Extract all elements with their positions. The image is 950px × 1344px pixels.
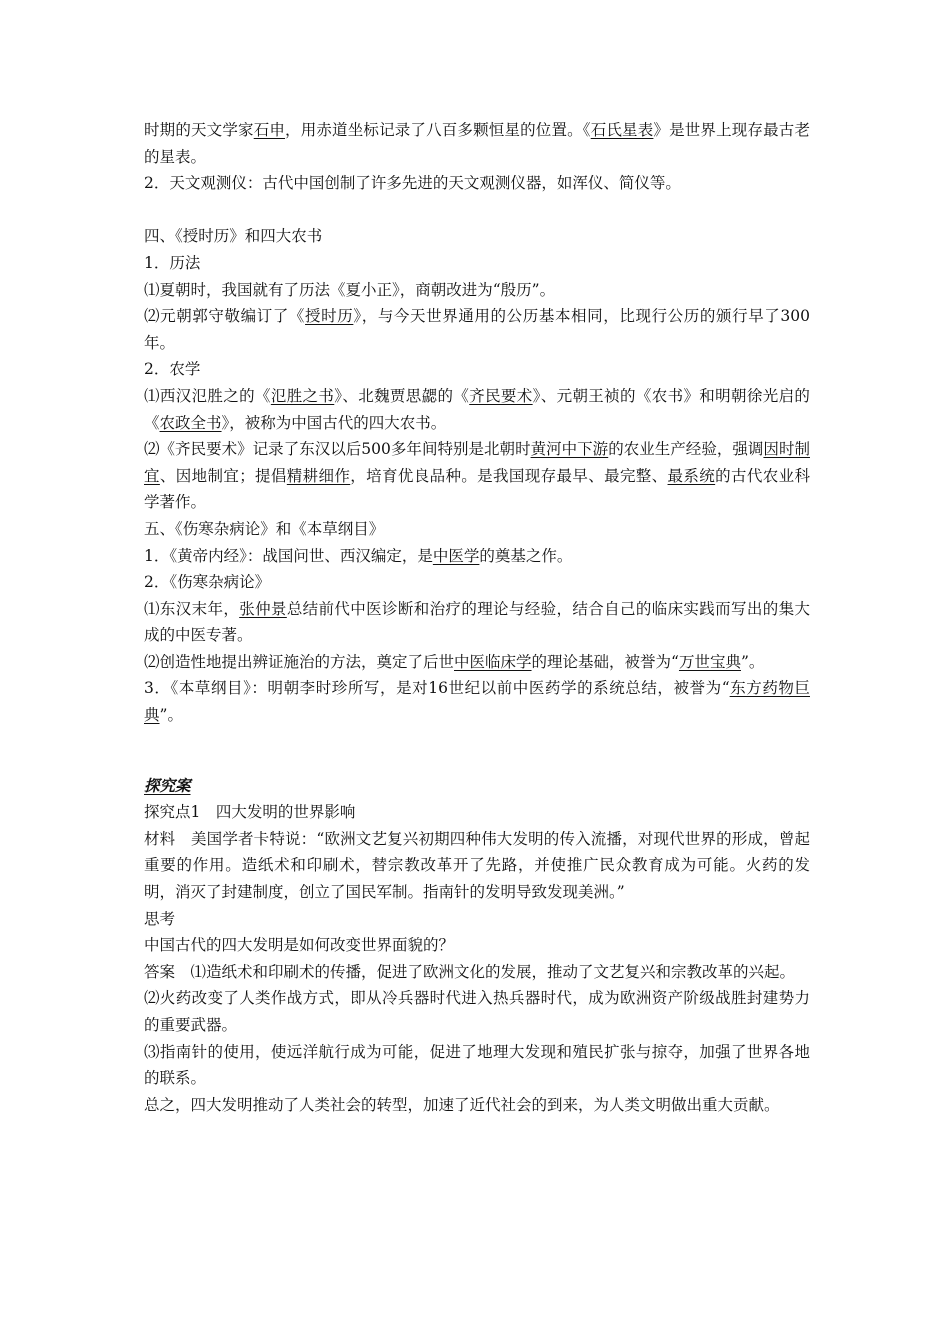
think-label: 思考 <box>144 909 176 928</box>
explore-material: 材料 美国学者卡特说：“欧洲文艺复兴初期四种伟大发明的传入流播，对现代世界的形成，曾起重要的作用。造纸术和印刷术，替宗教改革开了先路，并使推广民众教育成为可能。火药的发明，消灭了封建制度，创立了国民军制。指南针的发明导致发现美洲。” <box>144 829 810 902</box>
underlined-term: 中医临床学 <box>454 652 532 671</box>
section-title-5: 五、《伤寒杂病论》和《本草纲目》 <box>144 519 385 538</box>
paragraph-shoushi-calendar: ⑵元朝郭守敬编订了《授时历》，与今天世界通用的公历基本相同，比现行公历的颁行早了300年。 <box>144 307 810 352</box>
paragraph-instruments: 2．天文观测仪：古代中国创制了许多先进的天文观测仪器，如浑仪、简仪等。 <box>144 174 681 193</box>
section-title-4: 四、《授时历》和四大农书 <box>144 227 323 246</box>
underlined-term: 张仲景 <box>239 599 287 618</box>
underlined-term: 黄河中下游 <box>530 440 609 459</box>
paragraph-four-agri-books: ⑴西汉氾胜之的《氾胜之书》、北魏贾思勰的《齐民要术》、元朝王祯的《农书》和明朝徐光启的《农政全书》，被称为中国古代的四大农书。 <box>144 386 810 432</box>
paragraph-huangdi-neijing: 1．《黄帝内经》：战国问世、西汉编定，是中医学的奠基之作。 <box>144 546 573 565</box>
explore-heading: 探究案 <box>144 775 191 795</box>
underlined-term: 氾胜之书 <box>270 386 335 405</box>
answer-summary: 总之，四大发明推动了人类社会的转型，加速了近代社会的到来，为人类文明做出重大贡献。 <box>144 1095 780 1114</box>
spacer <box>144 197 810 224</box>
paragraph-shi-shen: 时期的天文学家石申，用赤道坐标记录了八百多颗恒星的位置。《石氏星表》是世界上现存最古老的星表。 <box>144 121 810 166</box>
subheading-agriculture: 2．农学 <box>144 360 201 379</box>
explore-point: 探究点1 四大发明的世界影响 <box>144 803 356 822</box>
underlined-term: 石申 <box>253 121 286 139</box>
underlined-term: 因时制宜 <box>144 440 810 485</box>
subheading-calendar: 1．历法 <box>144 253 201 272</box>
underlined-term: 授时历 <box>305 307 354 326</box>
underlined-term: 齐民要术 <box>469 386 533 405</box>
spacer <box>144 751 810 773</box>
paragraph-qimin-yaoshu: ⑵《齐民要术》记录了东汉以后500多年间特别是北朝时黄河中下游的农业生产经验，强调因时制宜、因地制宜；提倡精耕细作，培育优良品种。是我国现存最早、最完整、最系统的古代农业科学著作。 <box>144 440 810 512</box>
paragraph-zhang-zhongjing: ⑴东汉末年，张仲景总结前代中医诊断和治疗的理论与经验，结合自己的临床实践而写出的集大成的中医专著。 <box>144 599 810 645</box>
underlined-term: 中医学 <box>432 546 480 565</box>
underlined-term: 万世宝典 <box>678 652 741 671</box>
underlined-term: 精耕细作 <box>286 466 351 485</box>
underlined-term: 农政全书 <box>159 413 222 432</box>
paragraph-bencao-gangmu: 3．《本草纲目》：明朝李时珍所写，是对16世纪以前中医药学的系统总结，被誉为“东方药物巨典”。 <box>144 679 810 725</box>
spacer <box>144 729 810 751</box>
underlined-term: 最系统 <box>667 466 716 485</box>
underlined-term: 石氏星表 <box>590 121 654 139</box>
paragraph-bianzheng: ⑵创造性地提出辨证施治的方法，奠定了后世中医临床学的理论基础，被誉为“万世宝典”。 <box>144 652 765 671</box>
answer-gunpowder: ⑵火药改变了人类作战方式，即从冷兵器时代进入热兵器时代，成为欧洲资产阶级战胜封建势力的重要武器。 <box>144 989 810 1034</box>
answer-compass: ⑶指南针的使用，使远洋航行成为可能，促进了地理大发现和殖民扩张与掠夺，加强了世界各地的联系。 <box>144 1042 810 1088</box>
paragraph-xia-calendar: ⑴夏朝时，我国就有了历法《夏小正》，商朝改进为“殷历”。 <box>144 280 556 299</box>
underlined-term: 东方药物巨典 <box>144 679 810 725</box>
answer-paper-printing: 答案 ⑴造纸术和印刷术的传播，促进了欧洲文化的发展，推动了文艺复兴和宗教改革的兴起。 <box>144 962 796 981</box>
subheading-shanghan: 2．《伤寒杂病论》 <box>144 573 271 592</box>
think-question: 中国古代的四大发明是如何改变世界面貌的？ <box>144 936 455 955</box>
